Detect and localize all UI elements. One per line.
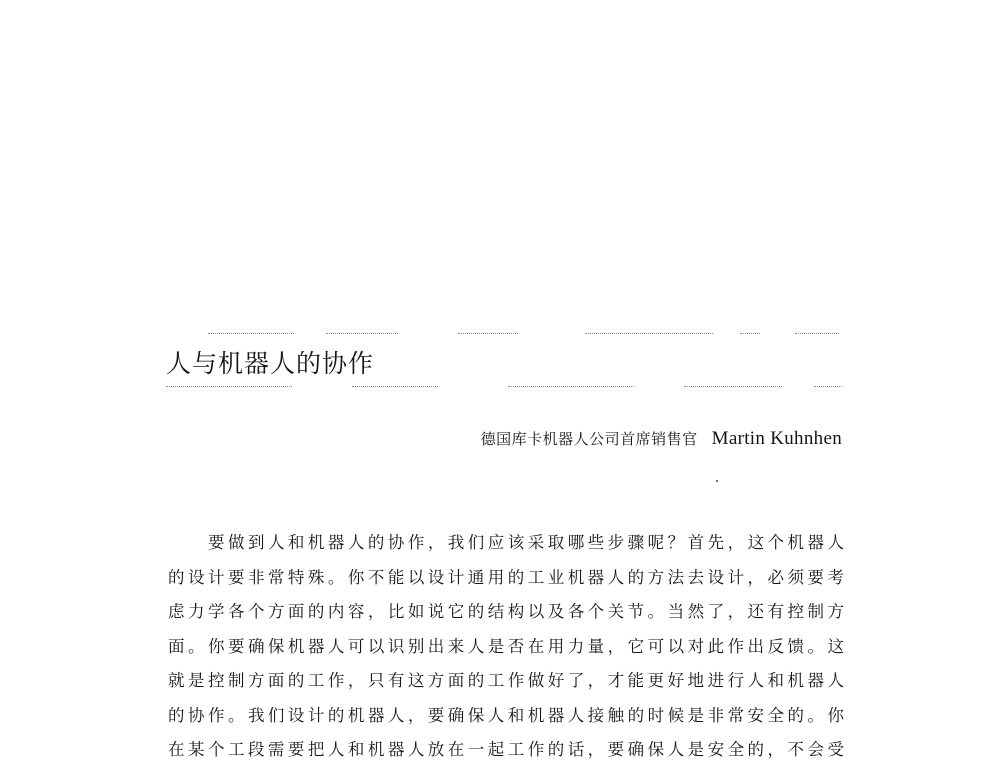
byline [481,428,842,450]
article-title: 人与机器人的协作 [166,349,375,378]
paragraph-line: 虑力学各个方面的内容，比如说它的结构以及各个关节。当然了，还有控制方 [168,602,844,621]
author-name: Martin Kuhnhen [711,428,842,449]
paragraph-line: 在某个工段需要把人和机器人放在一起工作的话，要确保人是安全的，不会受 [168,740,844,759]
title-rule-lower-2 [352,386,438,387]
title-rule-lower-1 [166,386,292,387]
title-rule-upper-5 [740,333,760,334]
title-rule-upper-3 [458,333,518,334]
paragraph-line: 面。你要确保机器人可以识别出来人是否在用力量，它可以对此作出反馈。这 [168,636,844,656]
paragraph-line: 就是控制方面的工作，只有这方面的工作做好了，才能更好地进行人和机器人 [168,671,844,690]
author-affiliation: 德国库卡机器人公司首席销售官 [480,430,698,448]
paragraph-line: 的协作。我们设计的机器人，要确保人和机器人接触的时候是非常安全的。你 [168,705,844,725]
title-rule-upper-1 [208,333,294,334]
title-rule-upper-2 [326,333,398,334]
scan-speck [716,480,718,482]
paragraph-line: 要做到人和机器人的协作，我们应该采取哪些步骤呢？首先，这个机器人 [208,533,844,552]
title-rule-lower-4 [684,386,782,387]
body-paragraph [168,526,844,768]
title-rule-upper-6 [795,333,839,334]
title-rule-upper-4 [585,333,713,334]
title-rule-lower-5 [814,386,842,387]
paragraph-line: 的设计要非常特殊。你不能以设计通用的工业机器人的方法去设计，必须要考 [168,567,844,587]
title-rule-lower-3 [508,386,634,387]
